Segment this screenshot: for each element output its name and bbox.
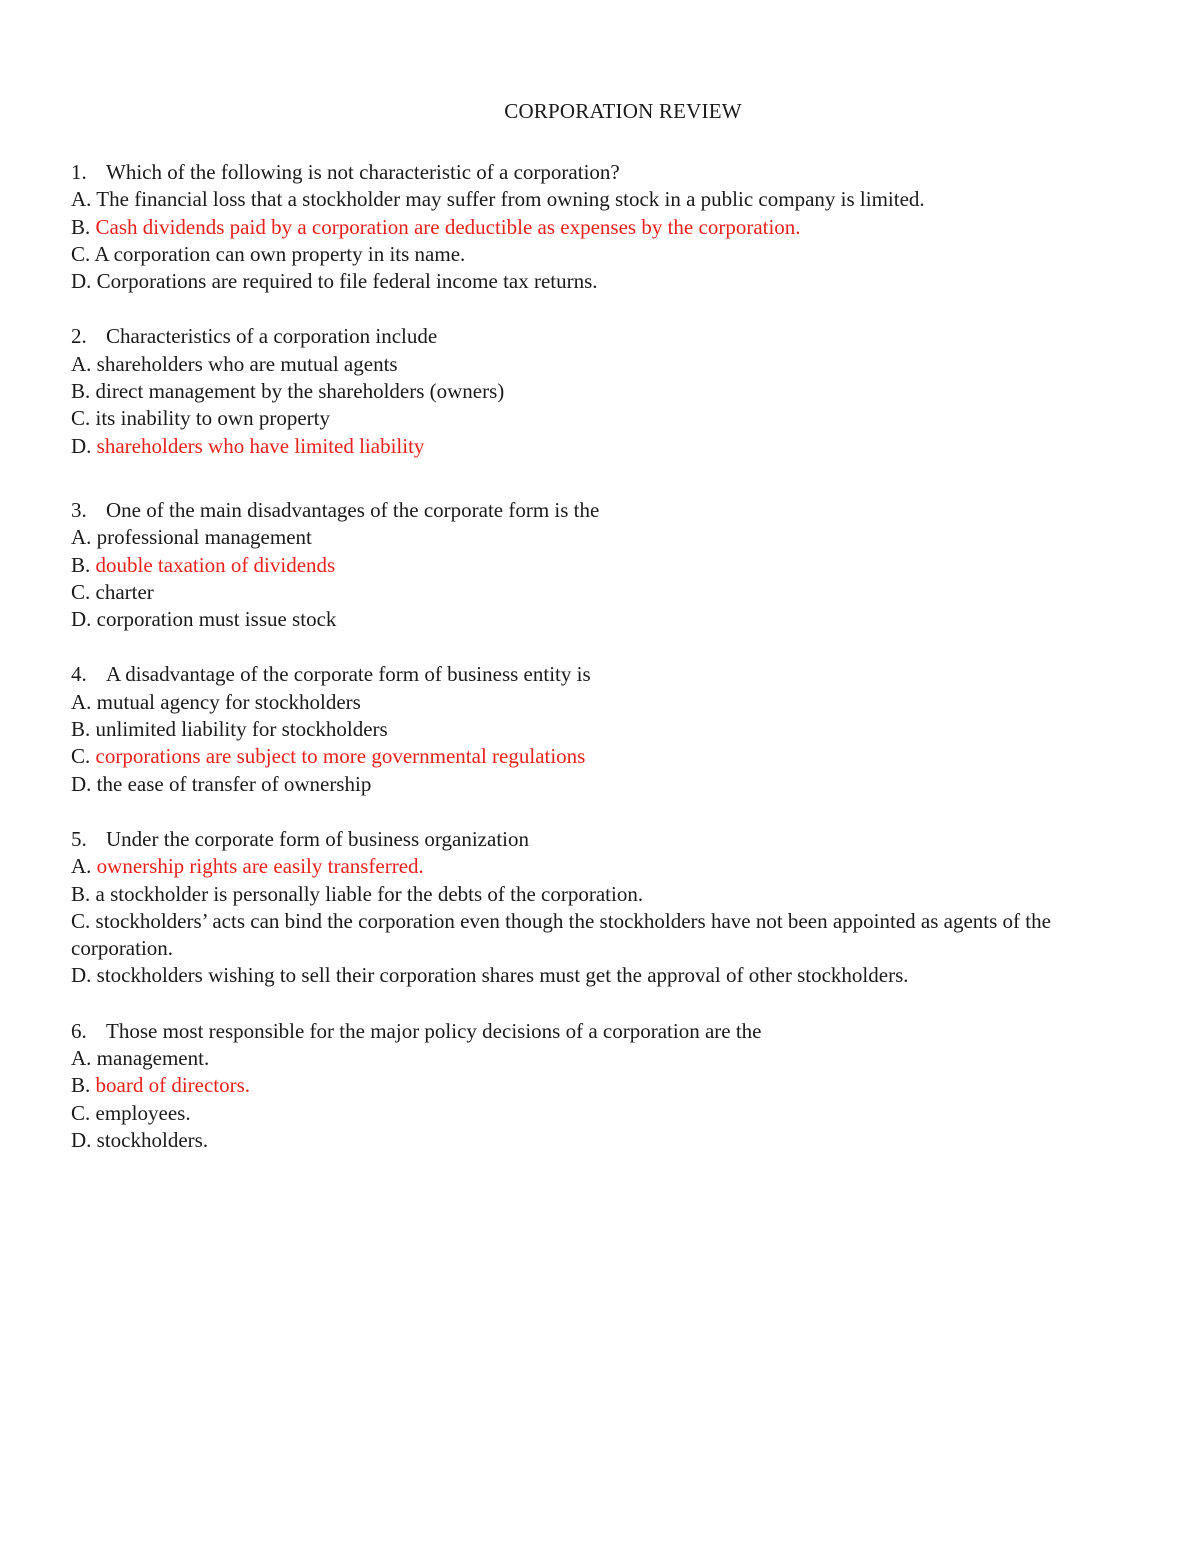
- option-text: shareholders who have limited liability: [96, 433, 425, 458]
- option-letter: B.: [71, 379, 91, 404]
- option-text: stockholders.: [96, 1127, 209, 1152]
- option-text: the ease of transfer of ownership: [96, 771, 372, 796]
- question-stem: [71, 497, 1131, 524]
- option-text: employees.: [95, 1100, 191, 1125]
- option-a: [71, 186, 1131, 213]
- option-text: board of directors.: [95, 1073, 251, 1098]
- question-3: [71, 497, 1131, 633]
- option-letter: C.: [71, 406, 91, 431]
- option-text: direct management by the shareholders (owners): [95, 379, 505, 404]
- option-text: double taxation of dividends: [95, 552, 336, 577]
- question-2: [71, 323, 1131, 459]
- option-letter: C.: [71, 908, 91, 933]
- option-letter: D.: [71, 269, 92, 294]
- question-stem: [71, 159, 1131, 186]
- option-letter: B.: [71, 1073, 91, 1098]
- question-text: Which of the following is not characteristic of a corporation?: [106, 160, 620, 184]
- option-text: charter: [95, 579, 154, 604]
- option-letter: D.: [71, 1127, 92, 1152]
- option-text: stockholders wishing to sell their corporation shares must get the approval of other stockholders.: [96, 963, 909, 988]
- option-letter: A.: [71, 1046, 92, 1071]
- question-number: 6.: [71, 1018, 87, 1043]
- option-c: [71, 405, 1131, 432]
- option-letter: D.: [71, 607, 92, 632]
- option-letter: B.: [71, 717, 91, 742]
- question-number: 2.: [71, 324, 87, 349]
- question-5: [71, 826, 1131, 990]
- option-d-correct-answer: [71, 433, 1131, 460]
- option-text: Cash dividends paid by a corporation are deductible as expenses by the corporation.: [95, 214, 801, 239]
- option-letter: D.: [71, 963, 92, 988]
- option-letter: A.: [71, 187, 92, 212]
- option-letter: C.: [71, 241, 91, 266]
- option-letter: C.: [71, 579, 91, 604]
- option-d: [71, 962, 1131, 989]
- option-c: [71, 908, 1131, 963]
- question-text: Under the corporate form of business organization: [106, 826, 529, 851]
- option-text: a stockholder is personally liable for the debts of the corporation.: [95, 881, 644, 906]
- option-letter: A.: [71, 854, 92, 879]
- option-letter: B.: [71, 214, 91, 239]
- question-number: 5.: [71, 826, 87, 851]
- question-stem: [71, 661, 1131, 688]
- option-text: its inability to own property: [95, 406, 330, 431]
- option-b: [71, 881, 1131, 908]
- option-letter: A.: [71, 525, 92, 550]
- question-stem: [71, 323, 1131, 350]
- option-text: corporation must issue stock: [96, 607, 337, 632]
- option-letter: C.: [71, 1100, 91, 1125]
- option-letter: D.: [71, 433, 92, 458]
- question-text: Characteristics of a corporation include: [106, 324, 438, 349]
- option-letter: A.: [71, 689, 92, 714]
- option-text: stockholders’ acts can bind the corporation even though the stockholders have not been appointed as agents of the corporation.: [71, 908, 1051, 961]
- option-a: [71, 524, 1131, 551]
- option-a-correct-answer: [71, 853, 1131, 880]
- option-text: A corporation can own property in its name.: [94, 241, 466, 266]
- option-c: [71, 1100, 1131, 1127]
- question-text: One of the main disadvantages of the corporate form is the: [106, 497, 600, 522]
- option-text: unlimited liability for stockholders: [95, 717, 388, 742]
- option-c: [71, 241, 1131, 268]
- question-4: [71, 661, 1131, 797]
- question-stem: [71, 1018, 1131, 1045]
- question-number: 3.: [71, 497, 87, 522]
- option-letter: B.: [71, 881, 91, 906]
- option-b: [71, 378, 1131, 405]
- option-text: management.: [96, 1046, 210, 1071]
- option-text: shareholders who are mutual agents: [96, 351, 398, 376]
- question-6: [71, 1018, 1131, 1154]
- question-stem: [71, 826, 1131, 853]
- option-letter: B.: [71, 552, 91, 577]
- option-b-correct-answer: [71, 552, 1131, 579]
- option-d: [71, 606, 1131, 633]
- question-text: A disadvantage of the corporate form of business entity is: [106, 662, 591, 687]
- option-letter: C.: [71, 744, 91, 769]
- option-text: corporations are subject to more governmental regulations: [95, 744, 586, 769]
- option-b-correct-answer: [71, 214, 1131, 241]
- option-text: The financial loss that a stockholder may suffer from owning stock in a public company is limited.: [96, 187, 925, 212]
- question-text: Those most responsible for the major policy decisions of a corporation are the: [106, 1018, 762, 1043]
- option-c-correct-answer: [71, 743, 1131, 770]
- option-text: professional management: [96, 525, 312, 550]
- option-letter: D.: [71, 771, 92, 796]
- option-text: mutual agency for stockholders: [96, 689, 361, 714]
- page-title: CORPORATION REVIEW: [504, 99, 742, 123]
- option-text: Corporations are required to file federal income tax returns.: [96, 269, 598, 294]
- option-d: [71, 1127, 1131, 1154]
- option-a: [71, 351, 1131, 378]
- question-list: [71, 159, 1131, 1182]
- option-d: [71, 268, 1131, 295]
- option-d: [71, 771, 1131, 798]
- option-b-correct-answer: [71, 1072, 1131, 1099]
- option-a: [71, 689, 1131, 716]
- option-b: [71, 716, 1131, 743]
- question-number: 4.: [71, 662, 87, 687]
- option-a: [71, 1045, 1131, 1072]
- question-1: [71, 159, 1131, 295]
- question-number: 1.: [71, 160, 87, 184]
- option-letter: A.: [71, 351, 92, 376]
- option-c: [71, 579, 1131, 606]
- option-text: ownership rights are easily transferred.: [96, 854, 424, 879]
